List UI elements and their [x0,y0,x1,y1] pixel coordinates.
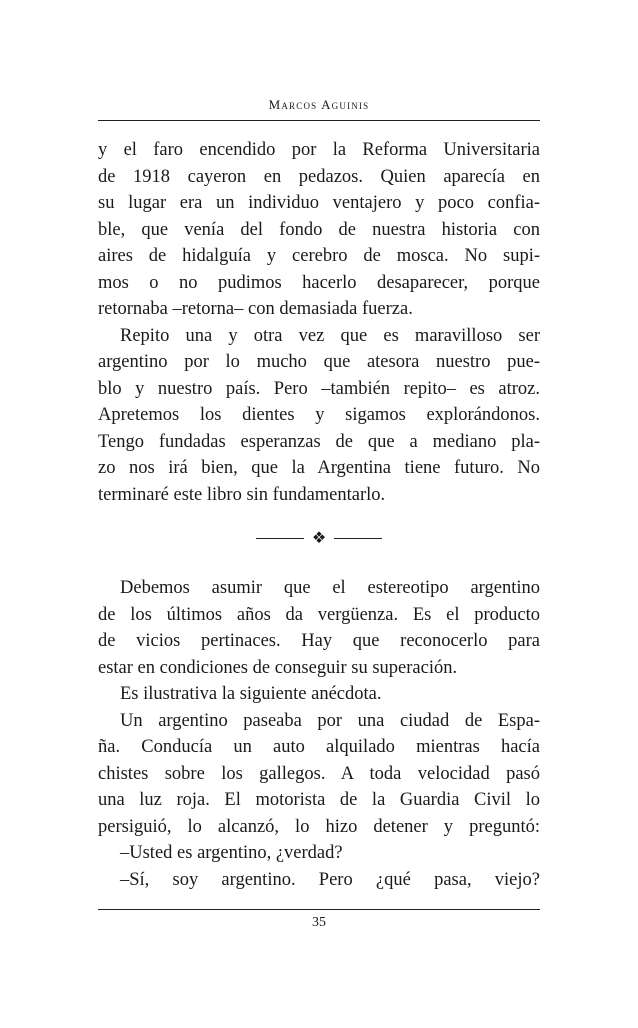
text-line: Es ilustrativa la siguiente anécdota. [120,684,382,704]
text-block-bottom [98,575,540,893]
text-line: Tengo fundadas esperanzas de que a mediano pla- [98,431,540,452]
text-line: de 1918 cayeron en pedazos. Quien aparecía en [98,166,540,187]
text-line: su lugar era un individuo ventajero y poco confia- [98,193,540,213]
running-header: Marcos Aguinis [268,97,370,112]
ornament-dash-left [256,538,304,539]
text-line: –Sí, soy argentino. Pero ¿qué pasa, viejo? [120,869,540,890]
text-line: aires de hidalguía y cerebro de mosca. No supi- [98,246,540,266]
text-block-top [98,137,540,508]
text-line: persiguió, lo alcanzó, lo hizo detener y preguntó: [98,816,540,837]
text-line: mos o no pudimos hacerlo desaparecer, porque [98,272,540,293]
text-line: estar en condiciones de conseguir su superación. [98,657,458,678]
text-line: de vicios pertinaces. Hay que reconocerlo para [98,631,540,651]
text-line: Apretemos los dientes y sigamos explorándonos. [98,405,540,425]
text-line: blo y nuestro país. Pero –también repito– es atroz. [98,378,540,399]
text-line: Un argentino paseaba por una ciudad de Espa- [120,710,540,731]
header-rule [98,120,540,121]
book-page [98,0,540,1028]
text-line: terminaré este libro sin fundamentarlo. [98,484,386,505]
text-line: ble, que venía del fondo de nuestra historia con [98,219,540,240]
text-line: Repito una y otra vez que es maravilloso ser [120,325,540,346]
text-line: chistes sobre los gallegos. A toda velocidad pasó [98,763,540,784]
text-line: zo nos irá bien, que la Argentina tiene futuro. No [98,458,540,478]
text-line: Debemos asumir que el estereotipo argentino [120,578,540,598]
ornament-dash-right [334,538,382,539]
footer-rule [98,909,540,910]
text-line: –Usted es argentino, ¿verdad? [120,843,343,863]
text-line: y el faro encendido por la Reforma Universitaria [98,140,540,160]
section-break-ornament [98,528,540,548]
four-diamond-ornament-icon: ❖ [311,528,327,547]
text-line: de los últimos años da vergüenza. Es el producto [98,604,540,625]
text-line: una luz roja. El motorista de la Guardia Civil lo [98,790,540,810]
text-line: argentino por lo mucho que atesora nuestro pue- [98,352,540,372]
text-line: retornaba –retorna– con demasiada fuerza. [98,299,413,319]
text-line: ña. Conducía un auto alquilado mientras hacía [98,737,540,757]
page-number: 35 [312,915,326,930]
